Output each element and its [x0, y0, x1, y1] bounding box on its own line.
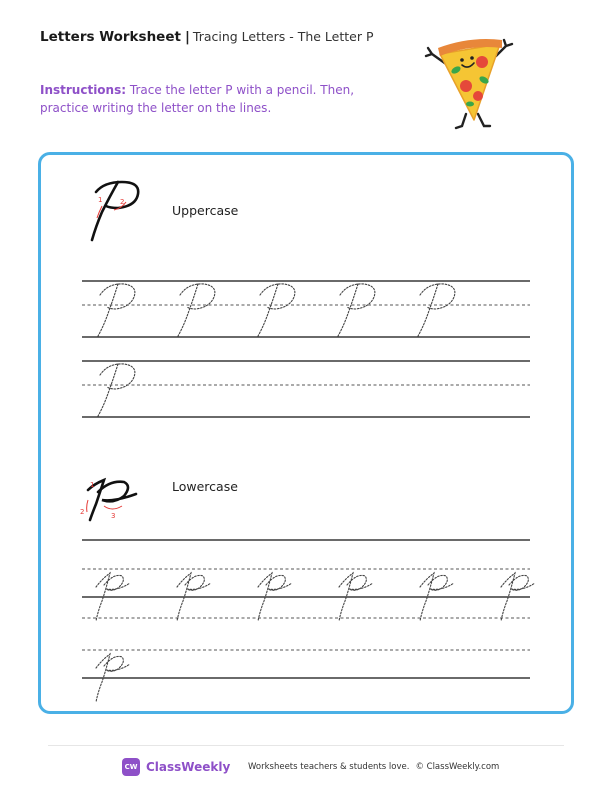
title-separator: | [184, 29, 190, 45]
worksheet-subtitle: Tracing Letters - The Letter P [192, 29, 374, 44]
footer-brand [122, 758, 230, 776]
trace-uppercase-p [98, 284, 118, 336]
trace-uppercase-p [258, 284, 278, 336]
instructions-text: Trace the letter P with a pencil. Then, practice writing the letter on the lines. [40, 83, 355, 115]
instructions-label: Instructions: [40, 83, 127, 97]
trace-uppercase-p [338, 284, 358, 336]
worksheet-title: Letters Worksheet [40, 29, 181, 45]
lower-stroke-number: 2 [80, 508, 85, 516]
footer-tagline [248, 762, 499, 772]
lower-stroke-number: 3 [111, 512, 116, 520]
trace-uppercase-p [98, 364, 118, 416]
trace-uppercase-p [178, 284, 198, 336]
lower-stroke-number: 1 [90, 481, 95, 489]
upper-stroke-number: 1 [98, 196, 103, 204]
upper-stroke-number: 2 [120, 198, 125, 206]
footer-divider [48, 745, 564, 746]
copyright-text: © ClassWeekly.com [415, 762, 500, 772]
classweekly-logo-icon: CW [122, 758, 140, 776]
brand-name: ClassWeekly [146, 760, 231, 774]
trace-uppercase-p [418, 284, 438, 336]
tagline-text: Worksheets teachers & students love. [248, 762, 410, 772]
uppercase-label: Uppercase [172, 203, 239, 218]
lowercase-label: Lowercase [172, 479, 238, 494]
